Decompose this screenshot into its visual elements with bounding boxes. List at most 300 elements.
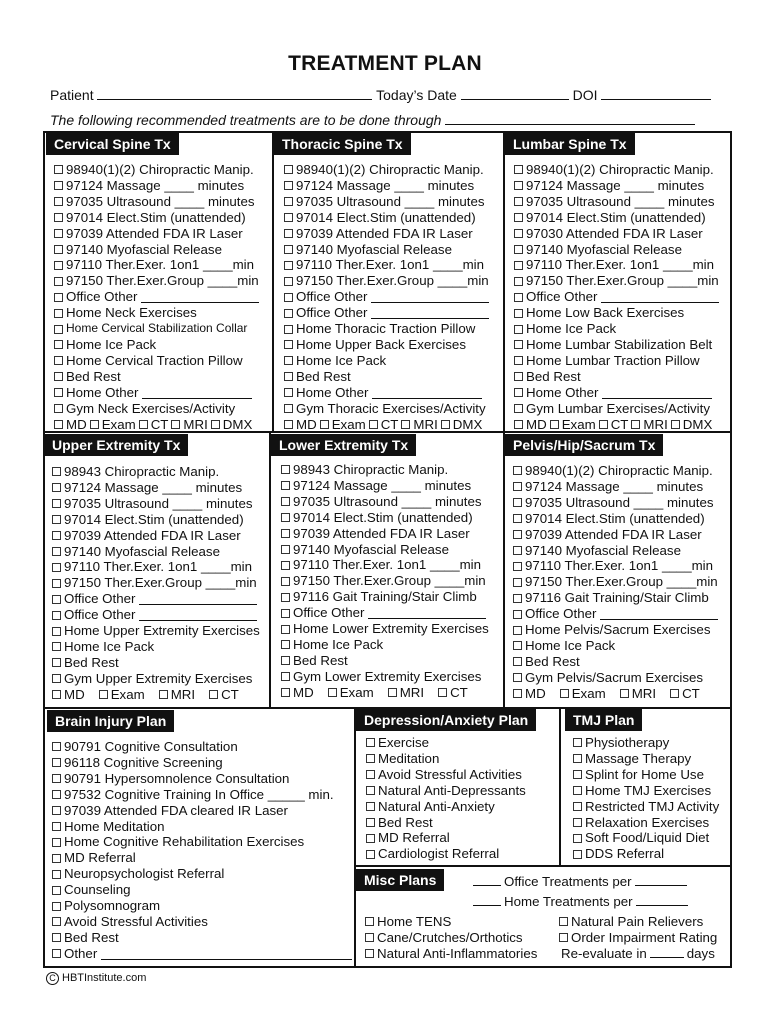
checkbox-icon[interactable]	[573, 786, 582, 795]
checkbox-icon[interactable]	[54, 213, 63, 222]
checkbox-icon[interactable]	[281, 513, 290, 522]
checkbox-icon[interactable]	[52, 563, 61, 572]
checkbox-icon[interactable]	[52, 483, 61, 492]
thoracic-imaging-ct[interactable]	[369, 417, 399, 433]
checkbox-icon[interactable]	[52, 822, 61, 831]
cervical-item-gym-neck-exercises-activity[interactable]	[54, 401, 270, 417]
fill-in-line[interactable]	[372, 387, 482, 399]
checkbox-icon[interactable]	[52, 658, 61, 667]
checkbox-icon[interactable]	[513, 578, 522, 587]
checkbox-icon[interactable]	[171, 420, 180, 429]
cervical-item-home-other[interactable]	[54, 385, 270, 401]
checkbox-icon[interactable]	[599, 420, 608, 429]
depression-item-bed-rest[interactable]	[366, 815, 556, 831]
checkbox-icon[interactable]	[54, 356, 63, 365]
cervical-imaging-ct[interactable]	[139, 417, 169, 433]
thoracic-item-bed-rest[interactable]	[284, 369, 500, 385]
checkbox-icon[interactable]	[573, 834, 582, 843]
tmj-item-splint-for-home-use[interactable]	[573, 767, 729, 783]
lumbar-item-97030-attended-fda-ir-laser[interactable]	[514, 226, 730, 242]
checkbox-icon[interactable]	[52, 758, 61, 767]
checkbox-icon[interactable]	[514, 325, 523, 334]
checkbox-icon[interactable]	[281, 465, 290, 474]
checkbox-icon[interactable]	[401, 420, 410, 429]
reevaluate-field[interactable]	[650, 946, 684, 958]
thoracic-item-home-ice-pack[interactable]	[284, 353, 500, 369]
checkbox-icon[interactable]	[559, 933, 568, 942]
cervical-item-97124-massage-minutes[interactable]	[54, 178, 270, 194]
pelvis-item-97150-ther-exer-group-min[interactable]	[513, 574, 729, 590]
brain-item-97532-cognitive-training-in-office-min[interactable]	[52, 787, 352, 803]
checkbox-icon[interactable]	[573, 802, 582, 811]
thoracic-item-97124-massage-minutes[interactable]	[284, 178, 500, 194]
thoracic-imaging-dmx[interactable]	[441, 417, 483, 433]
checkbox-icon[interactable]	[284, 197, 293, 206]
brain-item-bed-rest[interactable]	[52, 930, 352, 946]
tmj-item-home-tmj-exercises[interactable]	[573, 783, 729, 799]
checkbox-icon[interactable]	[52, 499, 61, 508]
depression-item-natural-anti-depressants[interactable]	[366, 783, 556, 799]
lower-imaging-exam[interactable]	[328, 685, 374, 701]
checkbox-icon[interactable]	[514, 213, 523, 222]
checkbox-icon[interactable]	[388, 688, 397, 697]
home-treatments-period-field[interactable]	[636, 894, 688, 906]
lower-item-97150-ther-exer-group-min[interactable]	[281, 573, 501, 589]
checkbox-icon[interactable]	[513, 466, 522, 475]
upper-item-bed-rest[interactable]	[52, 655, 268, 671]
checkbox-icon[interactable]	[54, 261, 63, 270]
checkbox-icon[interactable]	[365, 933, 374, 942]
lumbar-item-97110-ther-exer-1on1-min[interactable]	[514, 257, 730, 273]
checkbox-icon[interactable]	[514, 388, 523, 397]
checkbox-icon[interactable]	[281, 497, 290, 506]
checkbox-icon[interactable]	[52, 949, 61, 958]
brain-item-home-meditation[interactable]	[52, 819, 352, 835]
checkbox-icon[interactable]	[514, 181, 523, 190]
checkbox-icon[interactable]	[281, 545, 290, 554]
checkbox-icon[interactable]	[52, 902, 61, 911]
checkbox-icon[interactable]	[284, 165, 293, 174]
checkbox-icon[interactable]	[514, 293, 523, 302]
checkbox-icon[interactable]	[513, 546, 522, 555]
lumbar-item-office-other[interactable]	[514, 289, 730, 305]
checkbox-icon[interactable]	[514, 229, 523, 238]
checkbox-icon[interactable]	[284, 245, 293, 254]
checkbox-icon[interactable]	[284, 340, 293, 349]
lower-imaging-ct[interactable]	[438, 685, 468, 701]
checkbox-icon[interactable]	[281, 529, 290, 538]
cervical-item-home-ice-pack[interactable]	[54, 337, 270, 353]
lower-item-home-lower-extremity-exercises[interactable]	[281, 621, 501, 637]
thoracic-item-home-thoracic-traction-pillow[interactable]	[284, 321, 500, 337]
pelvis-item-97116-gait-training-stair-climb[interactable]	[513, 590, 729, 606]
cervical-imaging-mri[interactable]	[171, 417, 207, 433]
upper-item-97124-massage-minutes[interactable]	[52, 480, 268, 496]
cervical-imaging-dmx[interactable]	[211, 417, 253, 433]
lower-item-97110-ther-exer-1on1-min[interactable]	[281, 557, 501, 573]
checkbox-icon[interactable]	[513, 498, 522, 507]
checkbox-icon[interactable]	[513, 530, 522, 539]
lower-item-97140-myofascial-release[interactable]	[281, 542, 501, 558]
checkbox-icon[interactable]	[550, 420, 559, 429]
checkbox-icon[interactable]	[90, 420, 99, 429]
checkbox-icon[interactable]	[573, 754, 582, 763]
office-treatments-count-field[interactable]	[473, 874, 501, 886]
checkbox-icon[interactable]	[514, 340, 523, 349]
lumbar-item-home-lumbar-stabilization-belt[interactable]	[514, 337, 730, 353]
thoracic-item-97110-ther-exer-1on1-min[interactable]	[284, 257, 500, 273]
checkbox-icon[interactable]	[54, 404, 63, 413]
brain-item-other[interactable]	[52, 946, 352, 962]
pelvis-item-bed-rest[interactable]	[513, 654, 729, 670]
checkbox-icon[interactable]	[52, 467, 61, 476]
lumbar-item-97014-elect-stim-unattended[interactable]	[514, 210, 730, 226]
depression-item-exercise[interactable]	[366, 735, 556, 751]
checkbox-icon[interactable]	[52, 886, 61, 895]
checkbox-icon[interactable]	[281, 577, 290, 586]
checkbox-icon[interactable]	[513, 657, 522, 666]
checkbox-icon[interactable]	[284, 325, 293, 334]
lumbar-item-gym-lumbar-exercises-activity[interactable]	[514, 401, 730, 417]
thoracic-item-office-other[interactable]	[284, 289, 500, 305]
fill-in-line[interactable]	[142, 387, 252, 399]
checkbox-icon[interactable]	[52, 854, 61, 863]
checkbox-icon[interactable]	[514, 197, 523, 206]
tmj-item-dds-referral[interactable]	[573, 846, 729, 862]
thoracic-item-98940-1-2-chiropractic-manip[interactable]	[284, 162, 500, 178]
checkbox-icon[interactable]	[52, 870, 61, 879]
checkbox-icon[interactable]	[514, 372, 523, 381]
thoracic-item-97035-ultrasound-minutes[interactable]	[284, 194, 500, 210]
lumbar-item-97150-ther-exer-group-min[interactable]	[514, 273, 730, 289]
tmj-item-soft-food-liquid-diet[interactable]	[573, 830, 729, 846]
pelvis-item-97035-ultrasound-minutes[interactable]	[513, 495, 729, 511]
checkbox-icon[interactable]	[52, 674, 61, 683]
upper-item-home-upper-extremity-exercises[interactable]	[52, 623, 268, 639]
fill-in-line[interactable]	[600, 608, 718, 620]
checkbox-icon[interactable]	[281, 481, 290, 490]
checkbox-icon[interactable]	[573, 738, 582, 747]
lumbar-item-97035-ultrasound-minutes[interactable]	[514, 194, 730, 210]
checkbox-icon[interactable]	[366, 770, 375, 779]
brain-item-90791-hypersomnolence-consultation[interactable]	[52, 771, 352, 787]
checkbox-icon[interactable]	[513, 689, 522, 698]
lumbar-item-bed-rest[interactable]	[514, 369, 730, 385]
checkbox-icon[interactable]	[366, 818, 375, 827]
thoracic-item-gym-thoracic-exercises-activity[interactable]	[284, 401, 500, 417]
checkbox-icon[interactable]	[52, 547, 61, 556]
upper-item-97140-myofascial-release[interactable]	[52, 544, 268, 560]
pelvis-item-97039-attended-fda-ir-laser[interactable]	[513, 527, 729, 543]
checkbox-icon[interactable]	[573, 818, 582, 827]
pelvis-item-gym-pelvis-sacrum-exercises[interactable]	[513, 670, 729, 686]
lumbar-item-home-lumbar-traction-pillow[interactable]	[514, 353, 730, 369]
upper-item-98943-chiropractic-manip[interactable]	[52, 464, 268, 480]
cervical-item-97140-myofascial-release[interactable]	[54, 242, 270, 258]
upper-imaging-md[interactable]	[52, 687, 85, 703]
checkbox-icon[interactable]	[514, 261, 523, 270]
checkbox-icon[interactable]	[54, 309, 63, 318]
checkbox-icon[interactable]	[54, 181, 63, 190]
checkbox-icon[interactable]	[365, 917, 374, 926]
cervical-item-97014-elect-stim-unattended[interactable]	[54, 210, 270, 226]
upper-item-97035-ultrasound-minutes[interactable]	[52, 496, 268, 512]
checkbox-icon[interactable]	[284, 420, 293, 429]
checkbox-icon[interactable]	[54, 293, 63, 302]
tmj-item-massage-therapy[interactable]	[573, 751, 729, 767]
lower-imaging-md[interactable]	[281, 685, 314, 701]
date-field[interactable]	[461, 87, 569, 100]
thoracic-item-home-other[interactable]	[284, 385, 500, 401]
cervical-item-home-neck-exercises[interactable]	[54, 305, 270, 321]
checkbox-icon[interactable]	[54, 325, 63, 334]
thoracic-item-office-other[interactable]	[284, 305, 500, 321]
checkbox-icon[interactable]	[320, 420, 329, 429]
checkbox-icon[interactable]	[620, 689, 629, 698]
depression-item-md-referral[interactable]	[366, 830, 556, 846]
brain-item-neuropsychologist-referral[interactable]	[52, 866, 352, 882]
checkbox-icon[interactable]	[54, 277, 63, 286]
checkbox-icon[interactable]	[366, 738, 375, 747]
checkbox-icon[interactable]	[513, 594, 522, 603]
brain-item-md-referral[interactable]	[52, 850, 352, 866]
home-treatments-count-field[interactable]	[473, 894, 501, 906]
checkbox-icon[interactable]	[54, 165, 63, 174]
pelvis-imaging-mri[interactable]	[620, 686, 656, 702]
lower-imaging-mri[interactable]	[388, 685, 424, 701]
lumbar-imaging-ct[interactable]	[599, 417, 629, 433]
checkbox-icon[interactable]	[52, 579, 61, 588]
checkbox-icon[interactable]	[438, 688, 447, 697]
pelvis-imaging-md[interactable]	[513, 686, 546, 702]
checkbox-icon[interactable]	[514, 356, 523, 365]
lower-item-97035-ultrasound-minutes[interactable]	[281, 494, 501, 510]
checkbox-icon[interactable]	[284, 293, 293, 302]
lower-item-office-other[interactable]	[281, 605, 501, 621]
checkbox-icon[interactable]	[284, 388, 293, 397]
checkbox-icon[interactable]	[573, 850, 582, 859]
checkbox-icon[interactable]	[513, 673, 522, 682]
checkbox-icon[interactable]	[52, 774, 61, 783]
checkbox-icon[interactable]	[209, 690, 218, 699]
brain-item-avoid-stressful-activities[interactable]	[52, 914, 352, 930]
fill-in-line[interactable]	[139, 593, 257, 605]
lower-item-home-ice-pack[interactable]	[281, 637, 501, 653]
checkbox-icon[interactable]	[514, 277, 523, 286]
checkbox-icon[interactable]	[560, 689, 569, 698]
checkbox-icon[interactable]	[52, 642, 61, 651]
fill-in-line[interactable]	[139, 609, 257, 621]
checkbox-icon[interactable]	[281, 625, 290, 634]
cervical-item-98940-1-2-chiropractic-manip[interactable]	[54, 162, 270, 178]
brain-item-counseling[interactable]	[52, 882, 352, 898]
fill-in-line[interactable]	[141, 291, 259, 303]
thoracic-item-97150-ther-exer-group-min[interactable]	[284, 273, 500, 289]
upper-item-office-other[interactable]	[52, 591, 268, 607]
checkbox-icon[interactable]	[284, 309, 293, 318]
checkbox-icon[interactable]	[670, 689, 679, 698]
checkbox-icon[interactable]	[54, 372, 63, 381]
checkbox-icon[interactable]	[284, 181, 293, 190]
fill-in-line[interactable]	[368, 607, 486, 619]
checkbox-icon[interactable]	[52, 806, 61, 815]
lumbar-imaging-exam[interactable]	[550, 417, 596, 433]
lumbar-item-97140-myofascial-release[interactable]	[514, 242, 730, 258]
checkbox-icon[interactable]	[54, 420, 63, 429]
misc-item-cane-crutches-orthotics[interactable]	[365, 930, 560, 946]
brain-item-97039-attended-fda-cleared-ir-laser[interactable]	[52, 803, 352, 819]
checkbox-icon[interactable]	[281, 609, 290, 618]
misc-item-natural-pain-relievers[interactable]	[559, 914, 731, 930]
through-date-field[interactable]	[445, 112, 695, 125]
lumbar-imaging-md[interactable]	[514, 417, 547, 433]
checkbox-icon[interactable]	[52, 917, 61, 926]
checkbox-icon[interactable]	[366, 754, 375, 763]
checkbox-icon[interactable]	[514, 404, 523, 413]
checkbox-icon[interactable]	[366, 850, 375, 859]
misc-item-natural-anti-inflammatories[interactable]	[365, 946, 560, 962]
pelvis-item-office-other[interactable]	[513, 606, 729, 622]
upper-item-home-ice-pack[interactable]	[52, 639, 268, 655]
pelvis-item-97014-elect-stim-unattended[interactable]	[513, 511, 729, 527]
lower-item-97124-massage-minutes[interactable]	[281, 478, 501, 494]
office-treatments-period-field[interactable]	[635, 874, 687, 886]
checkbox-icon[interactable]	[513, 482, 522, 491]
checkbox-icon[interactable]	[513, 626, 522, 635]
checkbox-icon[interactable]	[281, 656, 290, 665]
checkbox-icon[interactable]	[52, 838, 61, 847]
lower-item-97116-gait-training-stair-climb[interactable]	[281, 589, 501, 605]
pelvis-item-97110-ther-exer-1on1-min[interactable]	[513, 558, 729, 574]
checkbox-icon[interactable]	[514, 420, 523, 429]
depression-item-natural-anti-anxiety[interactable]	[366, 799, 556, 815]
checkbox-icon[interactable]	[671, 420, 680, 429]
cervical-item-home-cervical-stabilization-collar[interactable]	[54, 321, 270, 337]
checkbox-icon[interactable]	[54, 388, 63, 397]
thoracic-imaging-exam[interactable]	[320, 417, 366, 433]
lower-item-97014-elect-stim-unattended[interactable]	[281, 510, 501, 526]
checkbox-icon[interactable]	[52, 627, 61, 636]
checkbox-icon[interactable]	[369, 420, 378, 429]
checkbox-icon[interactable]	[281, 561, 290, 570]
checkbox-icon[interactable]	[514, 165, 523, 174]
upper-imaging-mri[interactable]	[159, 687, 195, 703]
checkbox-icon[interactable]	[514, 309, 523, 318]
thoracic-item-97140-myofascial-release[interactable]	[284, 242, 500, 258]
pelvis-item-home-ice-pack[interactable]	[513, 638, 729, 654]
checkbox-icon[interactable]	[366, 786, 375, 795]
checkbox-icon[interactable]	[328, 688, 337, 697]
checkbox-icon[interactable]	[513, 514, 522, 523]
checkbox-icon[interactable]	[159, 690, 168, 699]
pelvis-imaging-exam[interactable]	[560, 686, 606, 702]
fill-in-line[interactable]	[602, 387, 712, 399]
checkbox-icon[interactable]	[139, 420, 148, 429]
lower-item-97039-attended-fda-ir-laser[interactable]	[281, 526, 501, 542]
checkbox-icon[interactable]	[52, 933, 61, 942]
lumbar-item-home-other[interactable]	[514, 385, 730, 401]
checkbox-icon[interactable]	[513, 562, 522, 571]
misc-item-order-impairment-rating[interactable]	[559, 930, 731, 946]
checkbox-icon[interactable]	[54, 229, 63, 238]
checkbox-icon[interactable]	[281, 688, 290, 697]
checkbox-icon[interactable]	[513, 610, 522, 619]
tmj-item-relaxation-exercises[interactable]	[573, 815, 729, 831]
upper-item-97014-elect-stim-unattended[interactable]	[52, 512, 268, 528]
upper-item-97150-ther-exer-group-min[interactable]	[52, 575, 268, 591]
lower-item-98943-chiropractic-manip[interactable]	[281, 462, 501, 478]
checkbox-icon[interactable]	[513, 641, 522, 650]
lumbar-item-home-ice-pack[interactable]	[514, 321, 730, 337]
checkbox-icon[interactable]	[284, 277, 293, 286]
upper-item-office-other[interactable]	[52, 607, 268, 623]
upper-item-gym-upper-extremity-exercises[interactable]	[52, 671, 268, 687]
thoracic-item-97014-elect-stim-unattended[interactable]	[284, 210, 500, 226]
cervical-imaging-md[interactable]	[54, 417, 87, 433]
upper-item-97039-attended-fda-ir-laser[interactable]	[52, 528, 268, 544]
checkbox-icon[interactable]	[631, 420, 640, 429]
checkbox-icon[interactable]	[365, 949, 374, 958]
pelvis-item-98940-1-2-chiropractic-manip[interactable]	[513, 463, 729, 479]
checkbox-icon[interactable]	[54, 245, 63, 254]
checkbox-icon[interactable]	[284, 229, 293, 238]
checkbox-icon[interactable]	[284, 213, 293, 222]
checkbox-icon[interactable]	[441, 420, 450, 429]
checkbox-icon[interactable]	[366, 834, 375, 843]
brain-item-polysomnogram[interactable]	[52, 898, 352, 914]
lumbar-item-home-low-back-exercises[interactable]	[514, 305, 730, 321]
fill-in-line[interactable]	[371, 291, 489, 303]
checkbox-icon[interactable]	[52, 515, 61, 524]
checkbox-icon[interactable]	[52, 611, 61, 620]
lumbar-item-98940-1-2-chiropractic-manip[interactable]	[514, 162, 730, 178]
upper-imaging-ct[interactable]	[209, 687, 239, 703]
thoracic-item-home-upper-back-exercises[interactable]	[284, 337, 500, 353]
checkbox-icon[interactable]	[573, 770, 582, 779]
lumbar-item-97124-massage-minutes[interactable]	[514, 178, 730, 194]
patient-field[interactable]	[97, 87, 372, 100]
thoracic-imaging-md[interactable]	[284, 417, 317, 433]
lower-item-gym-lower-extremity-exercises[interactable]	[281, 669, 501, 685]
pelvis-item-97140-myofascial-release[interactable]	[513, 543, 729, 559]
checkbox-icon[interactable]	[284, 404, 293, 413]
fill-in-line[interactable]	[601, 291, 719, 303]
checkbox-icon[interactable]	[54, 197, 63, 206]
fill-in-line[interactable]	[101, 948, 352, 960]
checkbox-icon[interactable]	[52, 690, 61, 699]
checkbox-icon[interactable]	[366, 802, 375, 811]
cervical-item-bed-rest[interactable]	[54, 369, 270, 385]
checkbox-icon[interactable]	[52, 595, 61, 604]
checkbox-icon[interactable]	[211, 420, 220, 429]
depression-item-cardiologist-referral[interactable]	[366, 846, 556, 862]
checkbox-icon[interactable]	[281, 672, 290, 681]
pelvis-imaging-ct[interactable]	[670, 686, 700, 702]
cervical-item-97035-ultrasound-minutes[interactable]	[54, 194, 270, 210]
checkbox-icon[interactable]	[284, 261, 293, 270]
lumbar-imaging-mri[interactable]	[631, 417, 667, 433]
pelvis-item-97124-massage-minutes[interactable]	[513, 479, 729, 495]
pelvis-item-home-pelvis-sacrum-exercises[interactable]	[513, 622, 729, 638]
cervical-item-office-other[interactable]	[54, 289, 270, 305]
upper-imaging-exam[interactable]	[99, 687, 145, 703]
depression-item-meditation[interactable]	[366, 751, 556, 767]
cervical-imaging-exam[interactable]	[90, 417, 136, 433]
brain-item-90791-cognitive-consultation[interactable]	[52, 739, 352, 755]
cervical-item-97039-attended-fda-ir-laser[interactable]	[54, 226, 270, 242]
checkbox-icon[interactable]	[52, 742, 61, 751]
lower-item-bed-rest[interactable]	[281, 653, 501, 669]
